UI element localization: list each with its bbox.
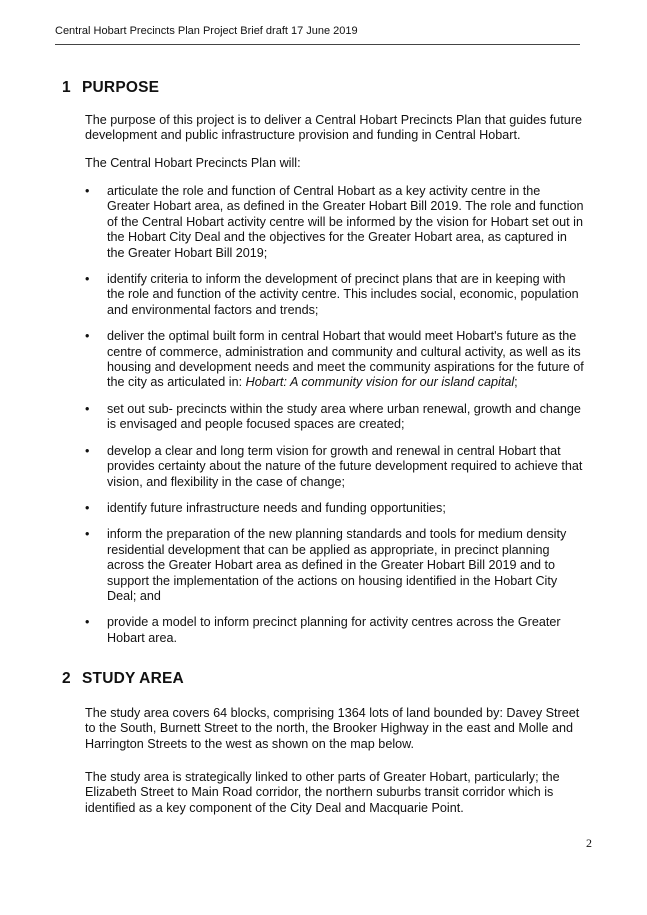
bullet-text-end: ; (514, 375, 518, 390)
section-number: 1 (62, 79, 71, 96)
bullet-item: • set out sub- precincts within the study area where urban renewal, growth and change is envisaged and people focused spaces are created; (85, 402, 585, 433)
vision-document-title: Hobart: A community vision for our island capital (245, 375, 515, 390)
purpose-intro: The purpose of this project is to deliver a Central Hobart Precincts Plan that guides future development and public infrastructure provision and funding in Central Hobart. (85, 113, 583, 143)
purpose-lead: The Central Hobart Precincts Plan will: (85, 156, 301, 170)
section-title: PURPOSE (82, 79, 160, 96)
section-title: STUDY AREA (82, 670, 184, 687)
bullet-item: • inform the preparation of the new planning standards and tools for medium density residential development that can be applied as appropriate, in precinct planning across the Greater Hobart area as defined in the Greater Hobart Bill 2019 and to support the implementation of the actions on housing identified in the Hobart City Deal; and (85, 527, 585, 604)
purpose-bullet-list (85, 184, 585, 657)
bullet-item: • identify criteria to inform the development of precinct plans that are in keeping with the role and function of the activity centre. This includes social, economic, population and environmental factors and trends; (85, 272, 585, 318)
section-heading-study-area (62, 670, 184, 688)
study-area-para-2: The study area is strategically linked to other parts of Greater Hobart, particularly; the Elizabeth Street to Main Road corridor, the northern suburbs transit corridor which is identified as a key component of the City Deal and Macquarie Point. (85, 770, 560, 815)
section-heading-purpose (62, 79, 159, 97)
study-area-para-1: The study area covers 64 blocks, comprising 1364 lots of land bounded by: Davey Street to the South, Burnett Street to the north, the Brooker Highway in the east and Molle and Harrington Streets to the west as shown on the map below. (85, 706, 580, 751)
bullet-item: • develop a clear and long term vision for growth and renewal in central Hobart that provides certainty about the nature of the future development required to achieve that vision, and flexibility in the case of change; (85, 444, 585, 490)
bullet-item (85, 329, 585, 391)
page-number: 2 (586, 836, 592, 850)
bullet-item: • provide a model to inform precinct planning for activity centres across the Greater Hobart area. (85, 615, 585, 646)
section-number: 2 (62, 670, 71, 687)
running-header: Central Hobart Precincts Plan Project Brief draft 17 June 2019 (55, 25, 580, 45)
bullet-item: • articulate the role and function of Central Hobart as a key activity centre in the Greater Hobart area, as defined in the Greater Hobart Bill 2019. The role and function of the Central Hobart activity centre will be informed by the vision for Hobart set out in the Hobart City Deal and the objectives for the Greater Hobart area, as captured in the Greater Hobart Bill 2019; (85, 184, 585, 261)
bullet-item: • identify future infrastructure needs and funding opportunities; (85, 501, 585, 516)
bullet-text: deliver the optimal built form in central Hobart that would meet Hobart's future as the centre of commerce, administration and community and cultural activity, as well as its housing and development needs and meet the community aspirations for the future of the city as articulated in: (107, 329, 584, 390)
